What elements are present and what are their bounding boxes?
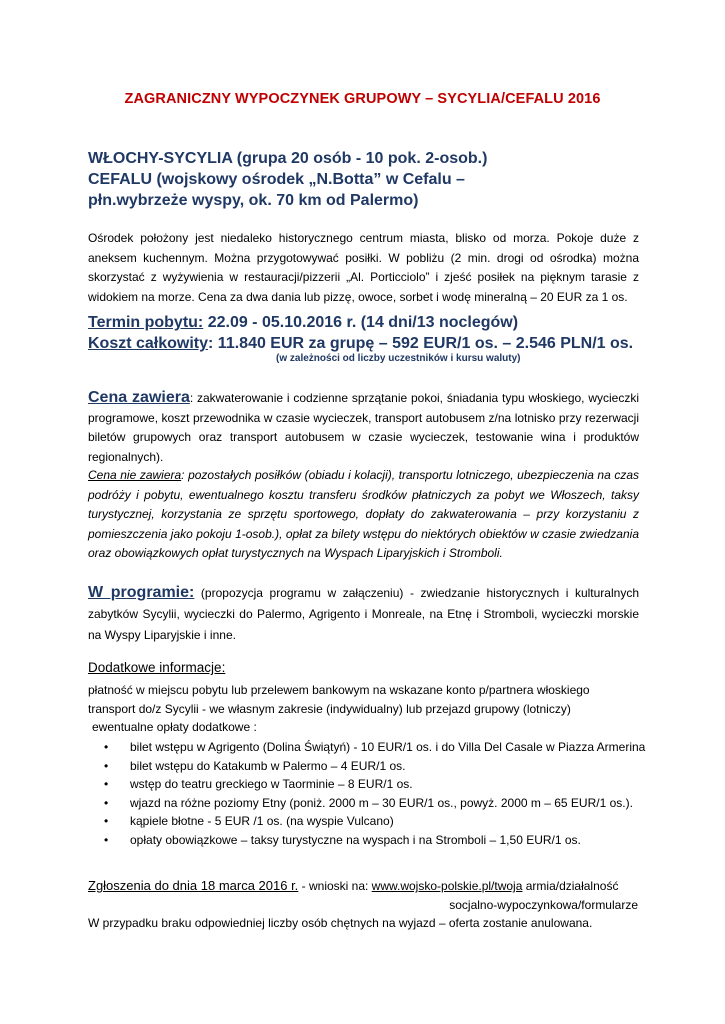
registration-deadline: Zgłoszenia do dnia 18 marca 2016 r. — [88, 878, 299, 893]
trip-heading-line-3: płn.wybrzeże wyspy, ok. 70 km od Palermo) — [88, 192, 419, 209]
bullet-icon: • — [104, 758, 109, 773]
excludes-label: Cena nie zawiera — [88, 468, 182, 482]
list-item: • opłaty obowiązkowe – taksy turystyczne na wyspach i na Stromboli – 1,50 EUR/1 os. — [104, 831, 664, 850]
extra-fees-line: ewentualne opłaty dodatkowe : — [92, 720, 257, 734]
list-item: • bilet wstępu do Katakumb w Palermo – 4 EUR/1 os. — [104, 757, 664, 776]
cost-label: Koszt całkowity — [88, 335, 209, 352]
program-text: (propozycja programu w załączeniu) - zwiedzanie historycznych i kulturalnych zabytków Sycylii, wycieczki do Palermo, Agrigento i Monreale, na Etnę i Stromboli, wycieczki morskie na Wyspy Liparyjskie i inne. — [88, 586, 639, 642]
includes-section — [88, 388, 639, 467]
trip-heading-line-1: WŁOCHY-SYCYLIA (grupa 20 osób - 10 pok. 2-osob.) — [88, 150, 488, 167]
list-item: • bilet wstępu w Agrigento (Dolina Świątyń) - 10 EUR/1 os. i do Villa Del Casale w Piazza Armerina — [104, 738, 664, 757]
trip-heading-line-2: CEFALU (wojskowy ośrodek „N.Botta” w Cefalu – — [88, 171, 465, 188]
excludes-section — [88, 466, 639, 564]
bullet-icon: • — [104, 832, 109, 847]
document-title: ZAGRANICZNY WYPOCZYNEK GRUPOWY – SYCYLIA/CEFALU 2016 — [124, 91, 601, 107]
bullet-icon: • — [104, 777, 109, 791]
bullet-icon: • — [104, 740, 109, 754]
program-label: W programie: — [88, 584, 195, 601]
cost-value: : 11.840 EUR za grupę – 592 EUR/1 os. – 2.546 PLN/1 os. — [208, 335, 634, 352]
resort-description: Ośrodek położony jest niedaleko historycznego centrum miasta, blisko od morza. Pokoje duże z aneksem kuchennym. Można przygotowywać posiłki. W pobliżu (2 min. drogi od ośrodka) można skorzystać z wyżywienia w restauracji/pizzerii „Al. Porticciolo” i zjeść posiłek na pięknym tarasie z widokiem na morze. Cena za dwa dania lub pizzę, owoce, sorbet i wodę mineralną – 20 EUR za 1 os. — [88, 231, 639, 304]
registration-line-2: socjalno-wypoczynkowa/formularze — [449, 898, 638, 912]
list-item: • wjazd na różne poziomy Etny (poniż. 2000 m – 30 EUR/1 os., powyż. 2000 m – 65 EUR/1 os.). — [104, 794, 664, 813]
additional-info-body — [88, 681, 648, 737]
includes-label: Cena zawiera — [88, 389, 190, 406]
registration-block — [88, 876, 648, 915]
payment-line: płatność w miejscu pobytu lub przelewem bankowym na wskazane konto p/partnera włoskiego — [88, 683, 590, 697]
transport-line: transport do/z Sycylii - we własnym zakresie (indywidualny) lub przejazd grupowy (lotniczy) — [88, 701, 571, 716]
list-item: • kąpiele błotne - 5 EUR /1 os. (na wyspie Vulcano) — [104, 812, 664, 831]
registration-line: Zgłoszenia do dnia 18 marca 2016 r. - wnioski na: www.wojsko-polskie.pl/twoja armia/działalność — [88, 878, 619, 893]
program-section — [88, 582, 639, 646]
trip-heading — [88, 148, 648, 211]
list-item: • wstęp do teatru greckiego w Taorminie – 8 EUR/1 os. — [104, 775, 664, 794]
bullet-icon: • — [104, 814, 109, 828]
term-block — [88, 312, 688, 354]
additional-info-header: Dodatkowe informacje: — [88, 660, 226, 675]
term-line — [88, 312, 688, 333]
extra-fees-list — [104, 738, 664, 849]
term-value: 22.09 - 05.10.2016 r. (14 dni/13 noclegów) — [203, 314, 519, 331]
cancellation-note: W przypadku braku odpowiedniej liczby osób chętnych na wyjazd – oferta zostanie anulowana. — [88, 916, 593, 930]
includes-text: : zakwaterowanie i codzienne sprzątanie pokoi, śniadania typu włoskiego, wycieczki programowe, koszt przewodnika w czasie wycieczek, transport autobusem z/na lotnisko przy rezerwacji biletów grupowych oraz transport autobusem w czasie wycieczek, testowanie wina i produktów regionalnych). — [88, 391, 639, 464]
cost-line — [88, 333, 688, 354]
term-label: Termin pobytu: — [88, 314, 204, 331]
registration-link[interactable]: www.wojsko-polskie.pl/twoja — [371, 879, 523, 893]
bullet-icon: • — [104, 795, 109, 810]
cost-note: (w zależności od liczby uczestników i kursu waluty) — [276, 353, 521, 364]
excludes-text: : pozostałych posiłków (obiadu i kolacji), transportu lotniczego, ubezpieczenia na czas podróży i pobytu, ewentualnego kosztu transferu środków płatniczych za pobyt we Włoszech, taksy turystycznej, korzystania ze sprzętu sportowego, dopłaty do zakwaterowania – przy korzystaniu z pomieszczenia jako pokoju 1-osob.), opłat za bilety wstępu do niektórych obiektów w czasie zwiedzania oraz obowiązkowych opłat turystycznych na Wyspach Liparyjskich i Stromboli. — [88, 468, 640, 560]
